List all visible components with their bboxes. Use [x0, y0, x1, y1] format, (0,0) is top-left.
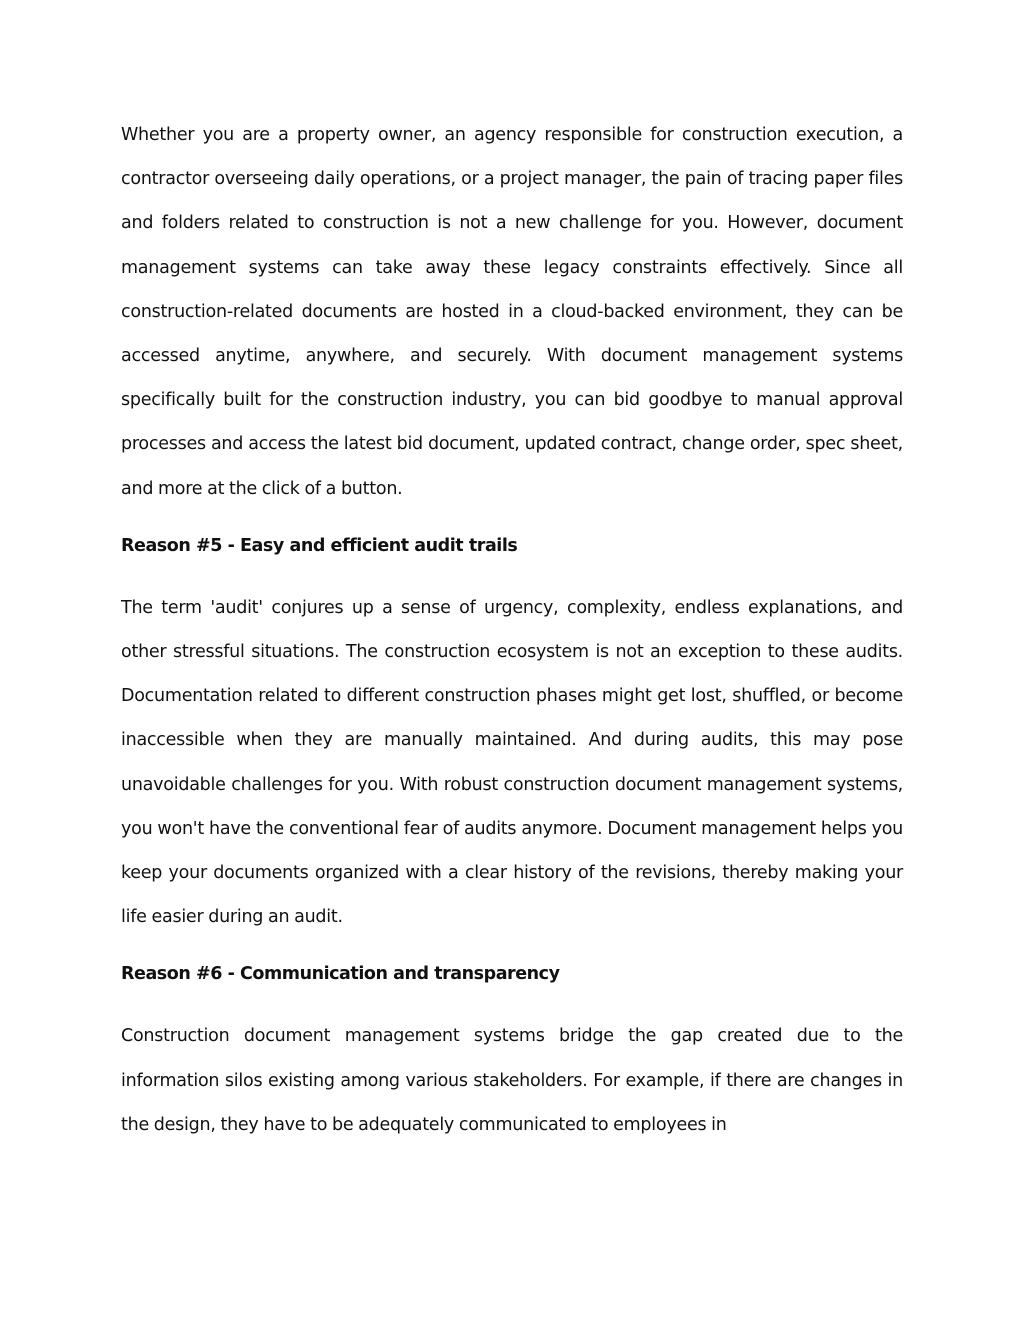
heading-reason-5: Reason #5 - Easy and efficient audit trails [121, 535, 518, 556]
document-body [121, 113, 903, 1147]
paragraph-intro: Whether you are a property owner, an agency responsible for construction execution, a contractor overseeing daily operations, or a project manager, the pain of tracing paper files and folders related to construction is not a new challenge for you. However, document management systems can take away these legacy constraints effectively. Since all construction-related documents are hosted in a cloud-backed environment, they can be accessed anytime, anywhere, and securely. With document management systems specifically built for the construction industry, you can bid goodbye to manual approval processes and access the latest bid document, updated contract, change order, spec sheet, and more at the click of a button. [121, 125, 903, 499]
paragraph-communication: Construction document management systems bridge the gap created due to the information silos existing among various stakeholders. For example, if there are changes in the design, they have to be adequately communicated to employees in [121, 1026, 903, 1135]
heading-reason-6: Reason #6 - Communication and transparency [121, 964, 560, 985]
paragraph-audit: The term 'audit' conjures up a sense of urgency, complexity, endless explanations, and other stressful situations. The construction ecosystem is not an exception to these audits. Documentation related to different construction phases might get lost, shuffled, or become inaccessible when they are manually maintained. And during audits, this may pose unavoidable challenges for you. With robust construction document management systems, you won't have the conventional fear of audits anymore. Document management helps you keep your documents organized with a clear history of the revisions, thereby making your life easier during an audit. [121, 597, 903, 928]
